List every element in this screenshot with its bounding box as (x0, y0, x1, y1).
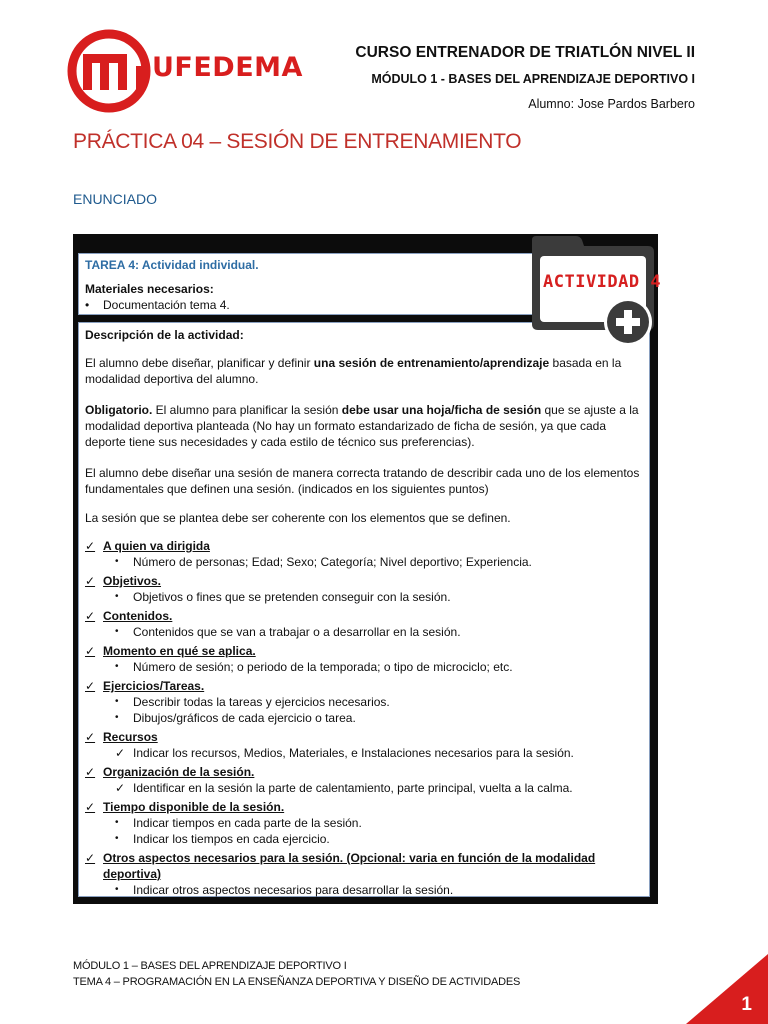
checkmark-icon: ✓ (85, 851, 96, 865)
module-title: MÓDULO 1 - BASES DEL APRENDIZAJE DEPORTIVO I (371, 72, 695, 86)
bullet-icon: • (115, 817, 119, 828)
list-item (85, 850, 641, 898)
paragraph-3: El alumno debe diseñar una sesión de manera correcta tratando de describir cada uno de los elementos fundamentales que definen una sesión. (indicados en los siguientes puntos) (85, 466, 640, 496)
list-subitem: ✓ Indicar los recursos, Medios, Materiales, e Instalaciones necesarios para la sesión. (115, 746, 574, 760)
section-subtitle: ENUNCIADO (73, 191, 158, 207)
checkmark-icon: ✓ (115, 781, 126, 795)
paragraph-1: El alumno debe diseñar, planificar y definir una sesión de entrenamiento/aprendizaje basada en la modalidad deportiva del alumno. (85, 356, 622, 386)
elements-list (85, 538, 641, 898)
list-item-label: ✓ Tiempo disponible de la sesión. (85, 800, 285, 814)
list-item (85, 643, 641, 675)
student-name: Alumno: Jose Pardos Barbero (528, 97, 695, 111)
list-item-label: ✓ Ejercicios/Tareas. (85, 679, 205, 693)
checkmark-icon: ✓ (85, 730, 96, 744)
list-subitem: • Dibujos/gráficos de cada ejercicio o tarea. (115, 711, 356, 725)
bullet-icon: • (115, 661, 119, 672)
checkmark-icon: ✓ (85, 765, 96, 779)
list-item (85, 573, 641, 605)
list-item-label: ✓ Recursos (85, 730, 158, 744)
checkmark-icon: ✓ (85, 679, 96, 693)
list-item (85, 799, 641, 847)
page-number: 1 (741, 994, 752, 1015)
checkmark-icon: ✓ (85, 800, 96, 814)
task-heading: TAREA 4: Actividad individual. (85, 258, 259, 272)
list-item-label: ✓ Contenidos. (85, 609, 173, 623)
list-item (85, 538, 641, 570)
bullet-icon: • (115, 833, 119, 844)
list-item (85, 764, 641, 796)
description-heading: Descripción de la actividad: (85, 328, 244, 342)
list-subitem: • Indicar otros aspectos necesarios para desarrollar la sesión. (115, 883, 454, 897)
list-subitem: ✓ Identificar en la sesión la parte de calentamiento, parte principal, vuelta a la calma. (115, 781, 573, 795)
page-title: PRÁCTICA 04 – SESIÓN DE ENTRENAMIENTO (73, 130, 522, 153)
list-subitem: • Indicar tiempos en cada parte de la sesión. (115, 816, 362, 830)
checkmark-icon: ✓ (85, 609, 96, 623)
bullet-icon: • (115, 556, 119, 567)
list-item-label: ✓ Momento en qué se aplica. (85, 644, 256, 658)
list-item (85, 608, 641, 640)
checkmark-icon: ✓ (85, 644, 96, 658)
list-subitem: • Número de personas; Edad; Sexo; Categoría; Nivel deportivo; Experiencia. (115, 555, 532, 569)
bullet-icon: • (115, 591, 119, 602)
page-corner-triangle (686, 954, 768, 1024)
footer-module: MÓDULO 1 – BASES DEL APRENDIZAJE DEPORTIVO I (73, 960, 347, 972)
bullet-icon: • (115, 712, 119, 723)
course-title: CURSO ENTRENADOR DE TRIATLÓN NIVEL II (355, 44, 695, 61)
list-subitem: • Número de sesión; o periodo de la temporada; o tipo de microciclo; etc. (115, 660, 513, 674)
bullet-icon: • (85, 298, 90, 312)
list-item (85, 729, 641, 761)
description-box (78, 322, 650, 897)
bullet-icon: • (115, 626, 119, 637)
paragraph-4: La sesión que se plantea debe ser coherente con los elementos que se definen. (85, 511, 511, 525)
bullet-icon: • (115, 884, 119, 895)
list-subitem: • Objetivos o fines que se pretenden conseguir con la sesión. (115, 590, 451, 604)
footer-topic: TEMA 4 – PROGRAMACIÓN EN LA ENSEÑANZA DEPORTIVA Y DISEÑO DE ACTIVIDADES (73, 976, 521, 988)
list-item-label: ✓ Organización de la sesión. (85, 765, 255, 779)
list-subitem: • Contenidos que se van a trabajar o a desarrollar en la sesión. (115, 625, 461, 639)
list-item-label: ✓ Objetivos. (85, 574, 162, 588)
list-subitem: • Describir todas la tareas y ejercicios necesarios. (115, 695, 390, 709)
list-item (85, 678, 641, 726)
brand-name: UFEDEMA (152, 52, 303, 83)
list-item-label: ✓ Otros aspectos necesarios para la sesión. (Opcional: varia en función de la modalidad deportiva) (85, 851, 596, 881)
list-item-label: ✓ A quien va dirigida (85, 539, 210, 553)
materials-title: Materiales necesarios: (85, 282, 214, 296)
checkmark-icon: ✓ (115, 746, 126, 760)
activity-badge: ACTIVIDAD 4 (543, 272, 662, 292)
bullet-icon: • (115, 696, 119, 707)
paragraph-2: Obligatorio. El alumno para planificar la sesión debe usar una hoja/ficha de sesión que se ajuste a la modalidad deportiva planteada (No hay un formato estandarizado de ficha de sesión, ya que cada deporte tiene sus necesidades y cada estilo de técnico sus preferencias). (85, 403, 639, 449)
checkmark-icon: ✓ (85, 539, 96, 553)
materials-item: • Documentación tema 4. (85, 298, 230, 312)
list-subitem: • Indicar los tiempos en cada ejercicio. (115, 832, 330, 846)
checkmark-icon: ✓ (85, 574, 96, 588)
description-content (85, 327, 641, 901)
